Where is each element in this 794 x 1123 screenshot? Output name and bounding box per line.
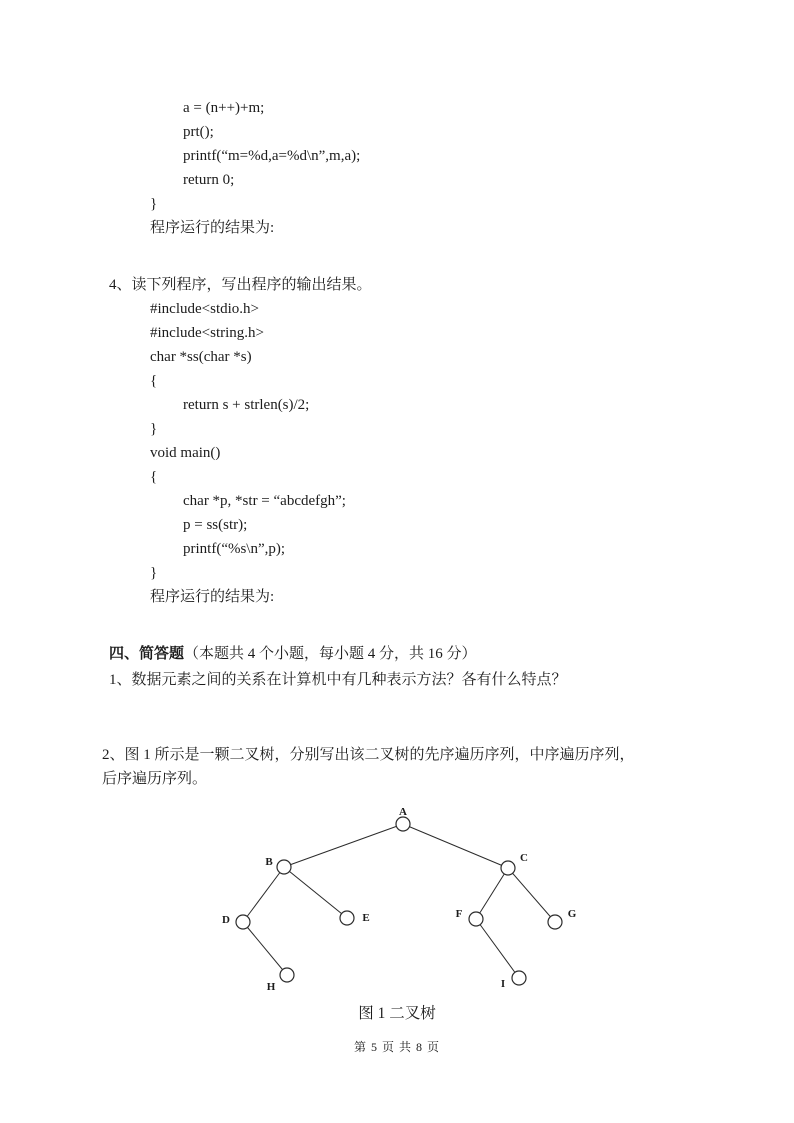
- tree-node-D: [236, 915, 250, 929]
- section-4-block: [0, 641, 794, 693]
- question-4-title: 4、读下列程序，写出程序的输出结果。: [109, 277, 372, 293]
- tree-edge-A-B: [284, 824, 403, 867]
- tree-node-B: [277, 860, 291, 874]
- result-prompt: 程序运行的结果为:: [150, 589, 275, 605]
- tree-edge-B-D: [243, 867, 284, 922]
- tree-node-label-E: E: [362, 912, 370, 924]
- code-line: {: [150, 373, 158, 389]
- tree-node-I: [512, 971, 526, 985]
- section-4-question-2-line-1: 2、图 1 所示是一颗二叉树，分别写出该二叉树的先序遍历序列，中序遍历序列，: [102, 747, 635, 763]
- code-line: #include<stdio.h>: [150, 301, 259, 317]
- result-prompt: 程序运行的结果为:: [150, 220, 275, 236]
- tree-node-A: [396, 817, 410, 831]
- section-4-question-1: 1、数据元素之间的关系在计算机中有几种表示方法？各有什么特点？: [109, 672, 567, 688]
- tree-edge-B-E: [284, 867, 347, 918]
- code-line: return 0;: [183, 172, 235, 188]
- tree-node-label-G: G: [567, 908, 577, 920]
- tree-node-G: [548, 915, 562, 929]
- code-line: }: [150, 565, 158, 581]
- tree-edge-C-G: [508, 868, 555, 922]
- question-4-block: [0, 273, 794, 609]
- page-number-footer: 第 5 页 共 8 页: [353, 1040, 440, 1054]
- section-4-heading-number: 四、简答题: [109, 646, 185, 662]
- section-4-heading: [0, 641, 794, 667]
- tree-node-label-C: C: [520, 852, 528, 864]
- code-line: a = (n++)+m;: [183, 100, 265, 116]
- tree-edge-D-H: [243, 922, 287, 975]
- code-line: {: [150, 469, 158, 485]
- tree-node-label-F: F: [455, 908, 463, 920]
- code-line: char *ss(char *s): [150, 349, 252, 365]
- code-line: p = ss(str);: [183, 517, 248, 533]
- tree-node-label-H: H: [266, 981, 276, 993]
- tree-node-H: [280, 968, 294, 982]
- section-4-question-2-line-2: 后序遍历序列。: [102, 771, 208, 787]
- code-line: return s + strlen(s)/2;: [183, 397, 310, 413]
- code-line: void main(): [150, 445, 221, 461]
- tree-node-label-B: B: [265, 856, 273, 868]
- tree-node-E: [340, 911, 354, 925]
- section-4-question-2-block: [0, 743, 794, 791]
- tree-edge-C-F: [476, 868, 508, 919]
- code-line: }: [150, 421, 158, 437]
- figure-caption: 图 1 二叉树: [358, 1005, 436, 1022]
- code-line: #include<string.h>: [150, 325, 264, 341]
- binary-tree-svg: [180, 795, 600, 1005]
- tree-node-F: [469, 912, 483, 926]
- code-line: prt();: [183, 124, 214, 140]
- code-line: printf(“%s\n”,p);: [183, 541, 286, 557]
- section-4-heading-note: （本题共 4 个小题，每小题 4 分，共 16 分）: [184, 646, 477, 662]
- tree-node-label-A: A: [399, 806, 407, 818]
- tree-edge-F-I: [476, 919, 519, 978]
- tree-node-label-I: I: [500, 978, 506, 990]
- code-line: }: [150, 196, 158, 212]
- code-line: printf(“m=%d,a=%d\n”,m,a);: [183, 148, 361, 164]
- tree-node-label-D: D: [222, 914, 230, 926]
- code-line: char *p, *str = “abcdefgh”;: [183, 493, 346, 509]
- code-block-previous-question: [0, 96, 794, 240]
- tree-edge-A-C: [403, 824, 508, 868]
- tree-node-C: [501, 861, 515, 875]
